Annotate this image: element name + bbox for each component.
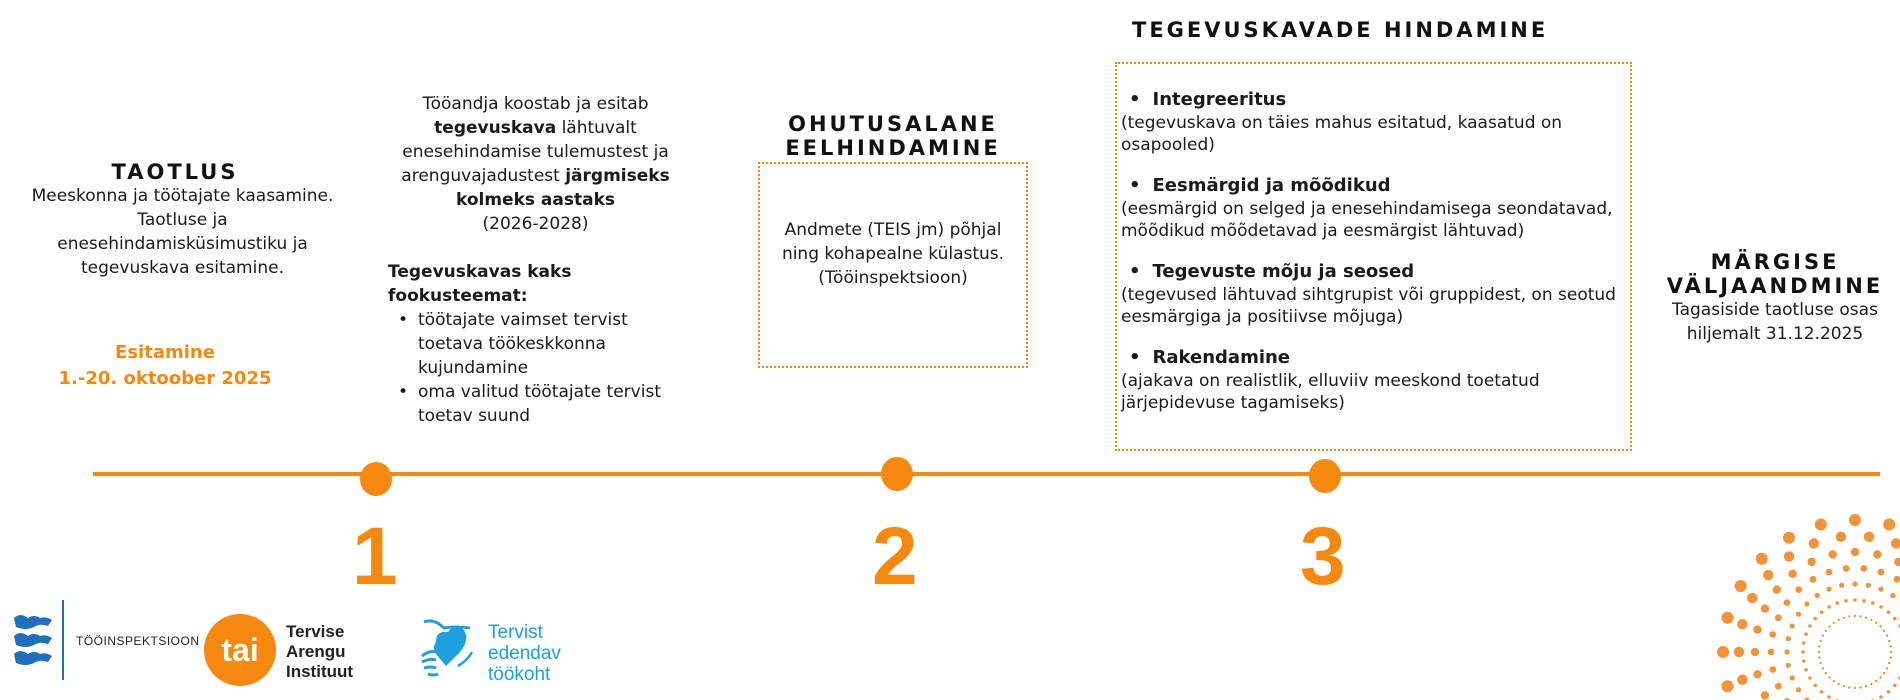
timeline-node-2 (881, 457, 913, 491)
hindamine-box (1115, 62, 1632, 451)
logo-divider (62, 600, 64, 680)
timeline-node-3 (1309, 459, 1341, 493)
tai-logo (204, 614, 374, 690)
intro-text: arenguvajadustest (401, 166, 566, 186)
deadline-dates: 1.-20. oktoober 2025 (58, 368, 272, 389)
taotlus-line: Taotluse ja (137, 210, 228, 230)
taotlus-line: enesehindamisküsimustiku ja (57, 234, 308, 254)
intro-bold-kolmeks: kolmeks aastaks (455, 190, 616, 210)
tai-circle-icon: tai (204, 614, 276, 686)
taotlus-deadline (40, 340, 290, 392)
tervist-edendav-tookoht-logo (418, 614, 598, 690)
hand-heart-icon (418, 616, 480, 682)
criterion-integreeritus: • Integreeritus (tegevuskava on täies mahus esitatud, kaasatud on osapooled) (1121, 88, 1630, 156)
step-number-2: 2 (872, 511, 918, 602)
ohutus-box (758, 162, 1028, 368)
estonian-lions-icon (12, 612, 54, 672)
margis-description: Tagasiside taotluse osas hiljemalt 31.12.2025 (1672, 300, 1878, 344)
taotlus-line: Meeskonna ja töötajate kaasamine. (31, 186, 334, 206)
intro-text: lähtuvalt (556, 118, 637, 138)
taotlus-description (10, 184, 355, 280)
focus-item: • töötajate vaimset tervist toetava töökeskkonna kujundamine (388, 308, 683, 380)
tervist-edendav-label: Tervist edendav töökoht (488, 622, 561, 685)
criterion-moju: • Tegevuste mõju ja seosed (tegevused lähtuvad sihtgrupist või gruppidest, on seotud eesmärgiga ja positiivse mõjuga) (1121, 260, 1630, 328)
intro-text: Tööandja koostab ja esitab (422, 94, 649, 114)
focus-list (388, 308, 683, 428)
decorative-dot-circle-icon (1690, 500, 1900, 700)
focus-heading: Tegevuskavas kaks fookusteemat: (388, 262, 572, 306)
intro-bold-tegevuskava: tegevuskava (434, 118, 557, 138)
tegevuskava-block (388, 92, 683, 428)
tooinspektsioon-label: TÖÖINSPEKTSIOON (76, 634, 200, 648)
criterion-eesmargid: • Eesmärgid ja mõõdikud (eesmärgid on selged ja enesehindamisega seondatavad, mõõdikud mõõdetavad ja eesmärgist lähtuvad) (1121, 174, 1630, 242)
intro-years: (2026-2028) (482, 214, 589, 234)
ohutus-title: OHUTUSALANE EELHINDAMINE (785, 112, 1001, 160)
step-number-1: 1 (352, 511, 398, 602)
timeline-node-1 (360, 462, 392, 496)
criterion-rakendamine: • Rakendamine (ajakava on realistlik, elluviiv meeskond toetatud järjepidevuse tagamiseks) (1121, 346, 1630, 414)
taotlus-title: TAOTLUS (111, 160, 239, 184)
ohutus-description: Andmete (TEIS jm) põhjal ning kohapealne külastus. (Tööinspektsioon) (781, 220, 1005, 288)
intro-bold-jargmiseks: järgmiseks (565, 166, 670, 186)
deadline-label: Esitamine (115, 342, 215, 363)
step-number-3: 3 (1300, 511, 1346, 602)
intro-text: enesehindamise tulemustest ja (402, 142, 669, 162)
focus-item: • oma valitud töötajate tervist toetav suund (388, 380, 683, 428)
margis-title: MÄRGISE VÄLJAANDMINE (1666, 250, 1884, 298)
taotlus-line: tegevuskava esitamine. (81, 258, 284, 278)
tooinspektsioon-logo (10, 600, 200, 680)
hindamine-title: TEGEVUSKAVADE HINDAMINE (1132, 18, 1549, 42)
tegevuskava-intro (388, 92, 683, 236)
tai-label: Tervise Arengu Instituut (286, 622, 354, 681)
